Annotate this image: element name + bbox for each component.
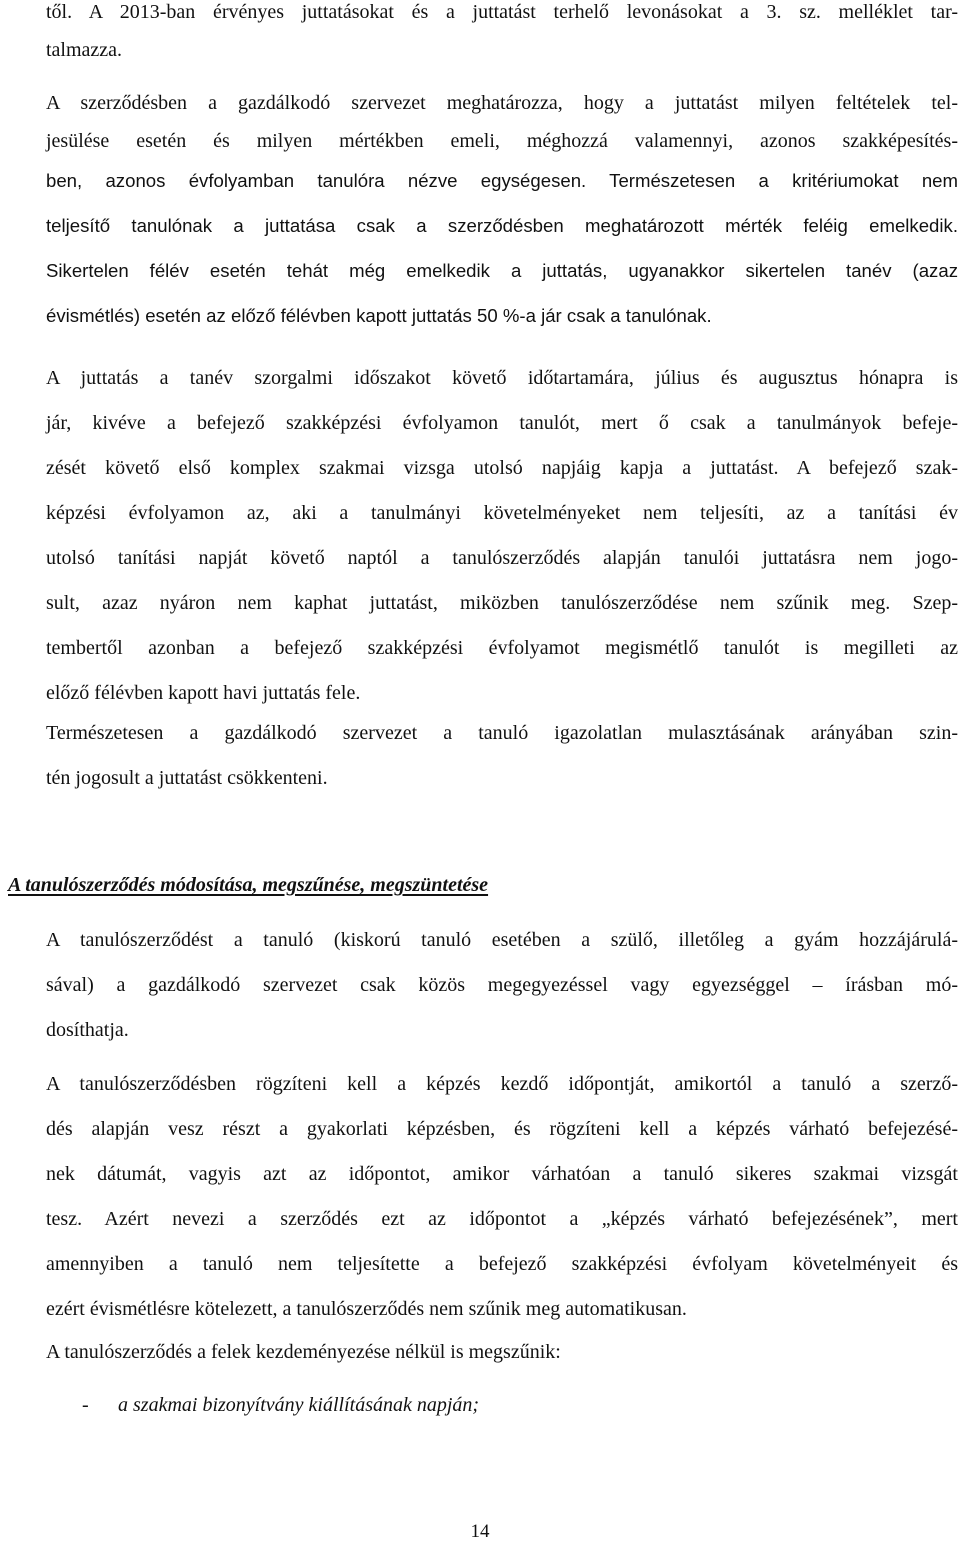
text-line: zését követő első komplex szakmai vizsga utolsó napjáig kapja a juttatást. A befejező szak- [46,457,958,479]
section-heading: A tanulószerződés módosítása, megszűnése, megszüntetése [8,874,489,896]
paragraph-absence-reduction [46,711,958,801]
text-line: ben, azonos évfolyamban tanulóra nézve egységesen. Természetesen a kritériumokat nem [46,170,958,191]
paragraph-summer-benefit [46,356,958,716]
paragraph-termination-intro [46,1330,958,1375]
text-line: sával) a gazdálkodó szervezet csak közös megegyezéssel vagy egyezséggel – írásban mó- [46,974,958,996]
text-line: A tanulószerződésben rögzíteni kell a képzés kezdő időpontját, amikortól a tanuló a szerző- [46,1073,958,1095]
text-line: tembertől azonban a befejező szakképzési évfolyamot megismétlő tanulót is megilleti az [46,637,958,659]
paragraph-contract-criteria [46,81,958,338]
text-line: előző félévben kapott havi juttatás fele. [46,682,361,704]
text-line: képzési évfolyamon az, aki a tanulmányi követelményeket nem teljesíti, az a tanítási év [46,502,958,524]
text-line: A szerződésben a gazdálkodó szervezet meghatározza, hogy a juttatást milyen feltételek tel- [46,92,958,114]
text-line: évismétlés) esetén az előző félévben kapott juttatás 50 %-a jár csak a tanulónak. [46,305,712,326]
paragraph-modification [46,918,958,1053]
text-line: sult, azaz nyáron nem kaphat juttatást, miközben tanulószerződése nem szűnik meg. Szep- [46,592,958,614]
text-line: dosíthatja. [46,1019,129,1041]
text-line: jesülése esetén és milyen mértékben emeli, méghozzá valamennyi, azonos szakképesítés- [46,130,958,152]
text-line: nek dátumát, vagyis azt az időpontot, amikor várhatóan a tanuló sikeres szakmai vizsgát [46,1163,958,1185]
text-line: utolsó tanítási napját követő naptól a tanulószerződés alapján tanulói juttatásra nem jogo- [46,547,958,569]
list-item [82,1383,479,1428]
text-line: ezért évismétlésre kötelezett, a tanulószerződés nem szűnik meg automatikusan. [46,1298,687,1320]
paragraph-continuation [46,0,958,73]
text-line: Természetesen a gazdálkodó szervezet a tanuló igazolatlan mulasztásának arányában szin- [46,722,958,744]
page-number: 14 [470,1521,490,1542]
list-bullet-dash: - [82,1394,89,1416]
text-line: A juttatás a tanév szorgalmi időszakot követő időtartamára, július és augusztus hónapra is [46,367,958,389]
text-line: től. A 2013-ban érvényes juttatásokat és a juttatást terhelő levonásokat a 3. sz. melléklet tar- [46,1,958,23]
list-item-text: a szakmai bizonyítvány kiállításának napján; [118,1394,480,1416]
text-line: A tanulószerződést a tanuló (kiskorú tanuló esetében a szülő, illetőleg a gyám hozzájárulá- [46,929,958,951]
paragraph-start-end-date [46,1062,958,1332]
text-line: amennyiben a tanuló nem teljesítette a befejező szakképzési évfolyam követelményeit és [46,1253,958,1275]
text-line: talmazza. [46,39,123,61]
text-line: jár, kivéve a befejező szakképzési évfolyamon tanulót, mert ő csak a tanulmányok befeje- [46,412,958,434]
text-line: A tanulószerződés a felek kezdeményezése nélkül is megszűnik: [46,1341,561,1363]
text-line: Sikertelen félév esetén tehát még emelkedik a juttatás, ugyanakkor sikertelen tanév (azaz [46,260,958,281]
text-line: tén jogosult a juttatást csökkenteni. [46,767,328,789]
text-line: teljesítő tanulónak a juttatása csak a szerződésben meghatározott mérték feléig emelkedik. [46,215,958,236]
text-line: tesz. Azért nevezi a szerződés ezt az időpontot a „képzés várható befejezésének”, mert [46,1208,958,1230]
text-line: dés alapján vesz részt a gyakorlati képzésben, és rögzíteni kell a képzés várható befejezésé- [46,1118,958,1140]
